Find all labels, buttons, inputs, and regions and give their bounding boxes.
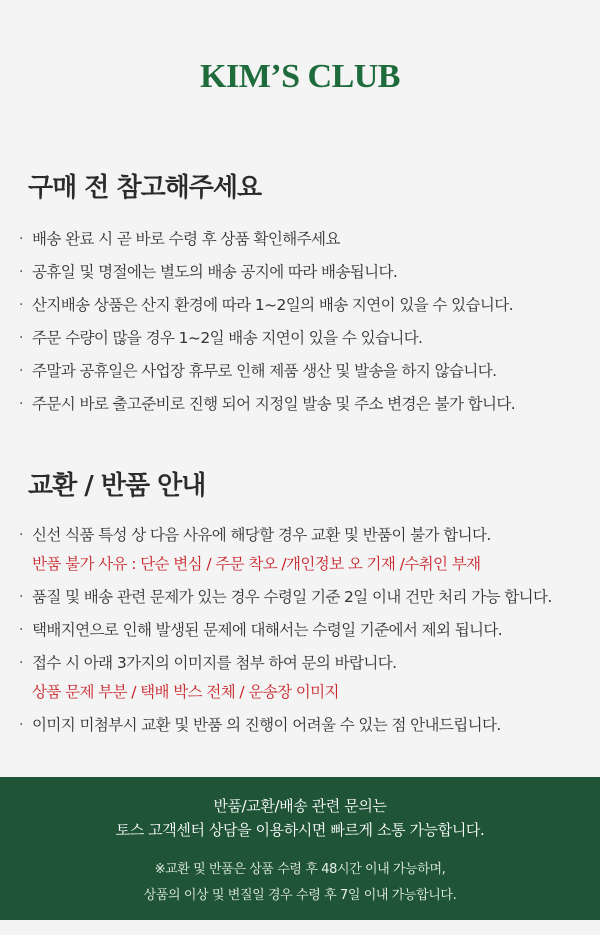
list-item: [18, 524, 588, 586]
purchase-notice-title: 구매 전 참고해주세요: [28, 173, 262, 203]
bullet-icon: ·: [19, 589, 23, 605]
list-item: [18, 393, 588, 426]
note-line: 상품의 이상 및 변질일 경우 수령 후 7일 이내 가능합니다.: [143, 888, 457, 903]
list-item-text: 주문 수량이 많을 경우 1~2일 배송 지연이 있을 수 있습니다.: [32, 329, 423, 347]
list-item: [18, 714, 588, 747]
list-item-text: 품질 및 배송 관련 문제가 있는 경우 수령일 기준 2일 이내 건만 처리 가능 합니다.: [32, 588, 552, 606]
bullet-icon: ·: [19, 717, 23, 733]
list-item-text: 주문시 바로 출고준비로 진행 되어 지정일 발송 및 주소 변경은 불가 합니다.: [32, 395, 516, 413]
bullet-icon: ·: [19, 231, 23, 247]
note-line: ※교환 및 반품은 상품 수령 후 48시간 이내 가능하며,: [154, 862, 446, 877]
bullet-icon: ·: [19, 396, 23, 412]
purchase-notice-list: [18, 228, 588, 426]
list-item: [18, 228, 588, 261]
list-item: [18, 327, 588, 360]
contact-line: 반품/교환/배송 관련 문의는: [213, 797, 387, 815]
bullet-icon: ·: [19, 264, 23, 280]
contact-note: [0, 857, 600, 909]
bullet-icon: ·: [19, 363, 23, 379]
list-item-text: 공휴일 및 명절에는 별도의 배송 공지에 따라 배송됩니다.: [32, 263, 398, 281]
bullet-icon: ·: [19, 330, 23, 346]
bullet-icon: ·: [19, 527, 23, 543]
bullet-icon: ·: [19, 655, 23, 671]
brand-logo: KIM’S CLUB: [200, 58, 400, 95]
bullet-icon: ·: [19, 622, 23, 638]
contact-footer: [0, 777, 600, 920]
list-item-text: 접수 시 아래 3가지의 이미지를 첨부 하여 문의 바랍니다.: [32, 654, 397, 672]
required-images-list: 상품 문제 부분 / 택배 박스 전체 / 운송장 이미지: [32, 683, 339, 701]
contact-message: [0, 794, 600, 842]
list-item-text: 이미지 미첨부시 교환 및 반품 의 진행이 어려울 수 있는 점 안내드립니다.: [32, 716, 501, 734]
contact-line: 토스 고객센터 상담을 이용하시면 빠르게 소통 가능합니다.: [115, 821, 485, 839]
return-refusal-reasons: 반품 불가 사유 : 단순 변심 / 주문 착오 /개인정보 오 기재 /수취인 부재: [32, 555, 481, 573]
list-item: [18, 586, 588, 619]
list-item: [18, 261, 588, 294]
exchange-return-title: 교환 / 반품 안내: [28, 471, 206, 501]
list-item: [18, 619, 588, 652]
list-item-text: 배송 완료 시 곧 바로 수령 후 상품 확인해주세요: [32, 230, 340, 248]
list-item: [18, 360, 588, 393]
list-item-text: 택배지연으로 인해 발생된 문제에 대해서는 수령일 기준에서 제외 됩니다.: [32, 621, 503, 639]
exchange-return-list: [18, 524, 588, 747]
bullet-icon: ·: [19, 297, 23, 313]
list-item: [18, 294, 588, 327]
list-item-text: 주말과 공휴일은 사업장 휴무로 인해 제품 생산 및 발송을 하지 않습니다.: [32, 362, 497, 380]
list-item: [18, 652, 588, 714]
list-item-text: 신선 식품 특성 상 다음 사유에 해당할 경우 교환 및 반품이 불가 합니다.: [32, 526, 491, 544]
list-item-text: 산지배송 상품은 산지 환경에 따라 1~2일의 배송 지연이 있을 수 있습니다.: [32, 296, 513, 314]
